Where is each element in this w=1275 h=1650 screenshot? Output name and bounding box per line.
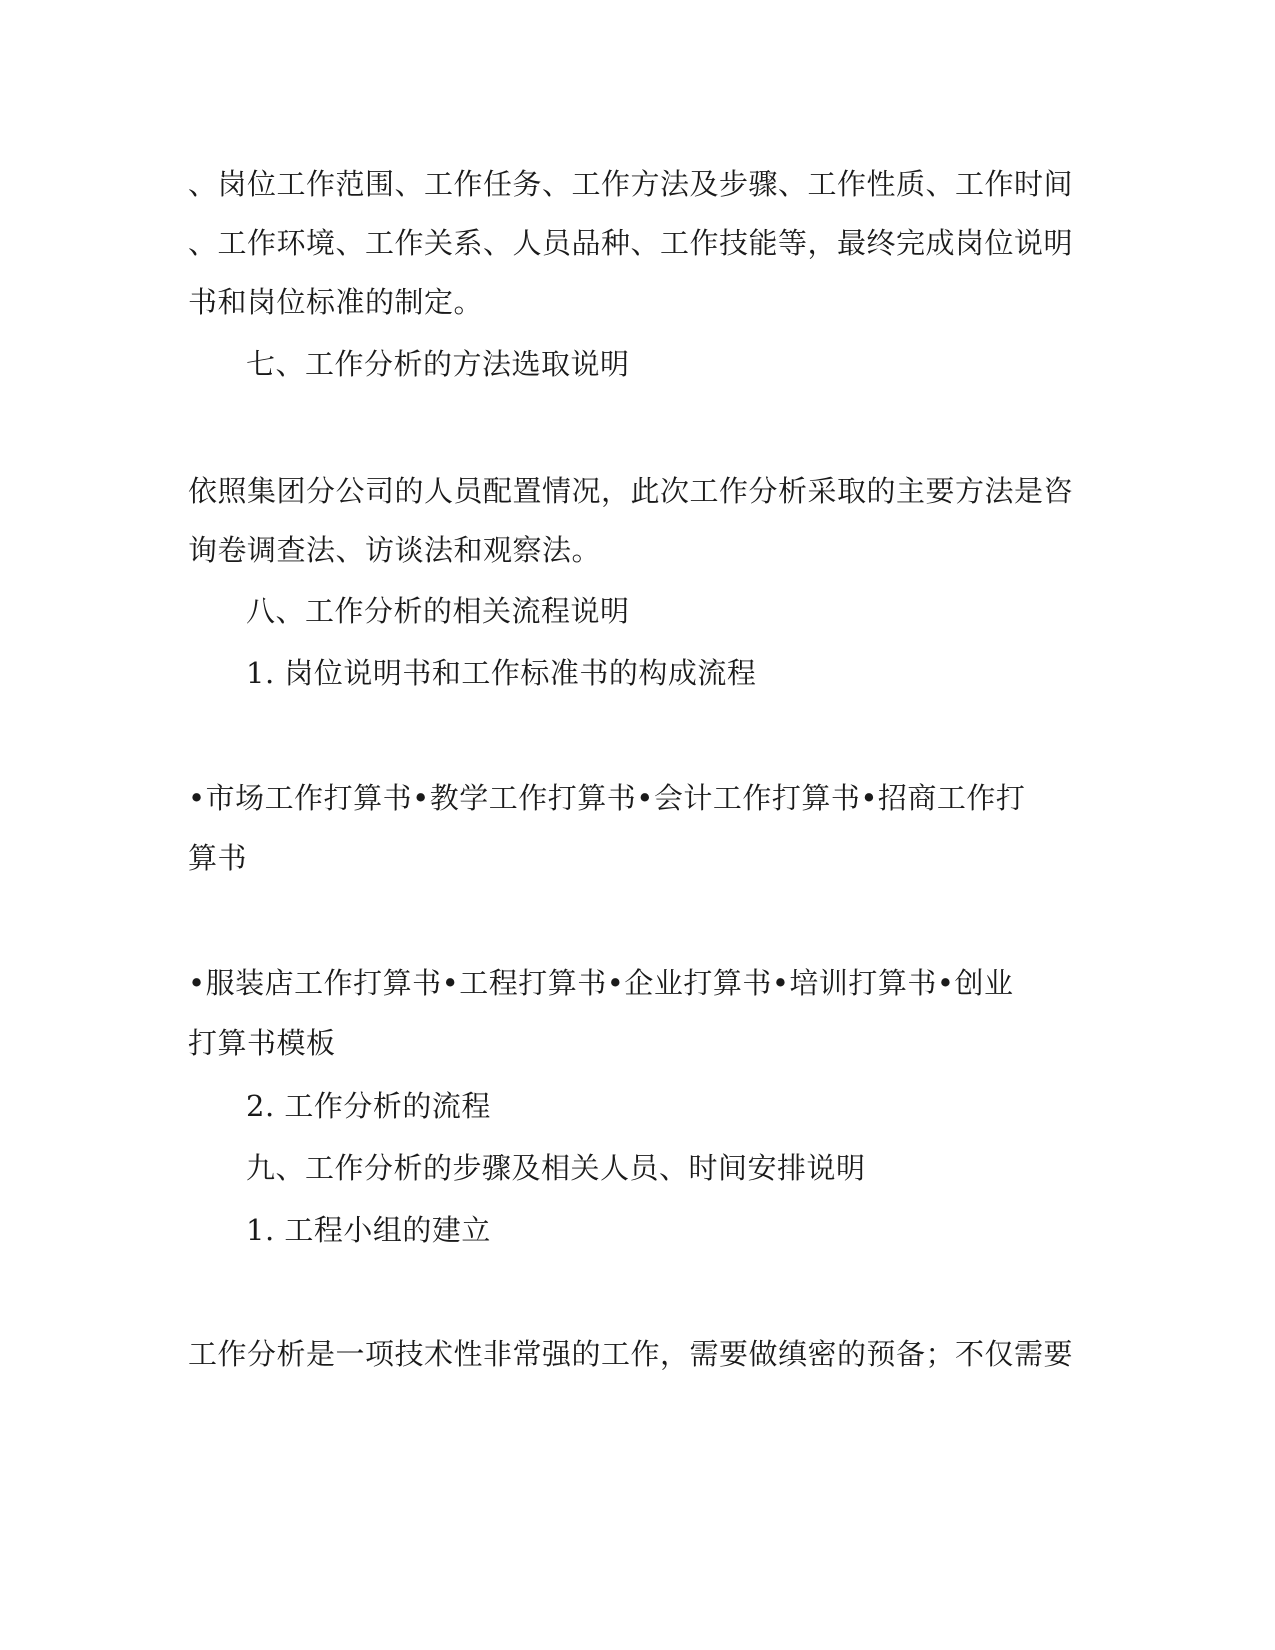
related-links-line: 打算书模板	[188, 1026, 336, 1060]
related-links-line: •市场工作打算书•教学工作打算书•会计工作打算书•招商工作打	[188, 781, 1026, 815]
subsection-heading-9-1: 1. 工程小组的建立	[246, 1213, 491, 1247]
body-text-line: 、岗位工作范围、工作任务、工作方法及步骤、工作性质、工作时间	[188, 167, 1074, 201]
body-text-line: 工作分析是一项技术性非常强的工作，需要做缜密的预备；不仅需要	[188, 1337, 1074, 1371]
related-links-line: 算书	[188, 841, 248, 875]
body-text-line: 依照集团分公司的人员配置情况，此次工作分析采取的主要方法是咨	[188, 474, 1074, 508]
body-text-line: 询卷调查法、访谈法和观察法。	[188, 533, 602, 567]
section-heading-8: 八、工作分析的相关流程说明	[246, 594, 630, 628]
body-text-line: 书和岗位标准的制定。	[188, 285, 484, 319]
subsection-heading-8-2: 2. 工作分析的流程	[246, 1089, 491, 1123]
related-links-line: •服装店工作打算书•工程打算书•企业打算书•培训打算书•创业	[188, 966, 1014, 1000]
section-heading-7: 七、工作分析的方法选取说明	[246, 347, 630, 381]
subsection-heading-8-1: 1. 岗位说明书和工作标准书的构成流程	[246, 656, 757, 690]
body-text-line: 、工作环境、工作关系、人员品种、工作技能等，最终完成岗位说明	[188, 226, 1074, 260]
section-heading-9: 九、工作分析的步骤及相关人员、时间安排说明	[246, 1151, 866, 1185]
